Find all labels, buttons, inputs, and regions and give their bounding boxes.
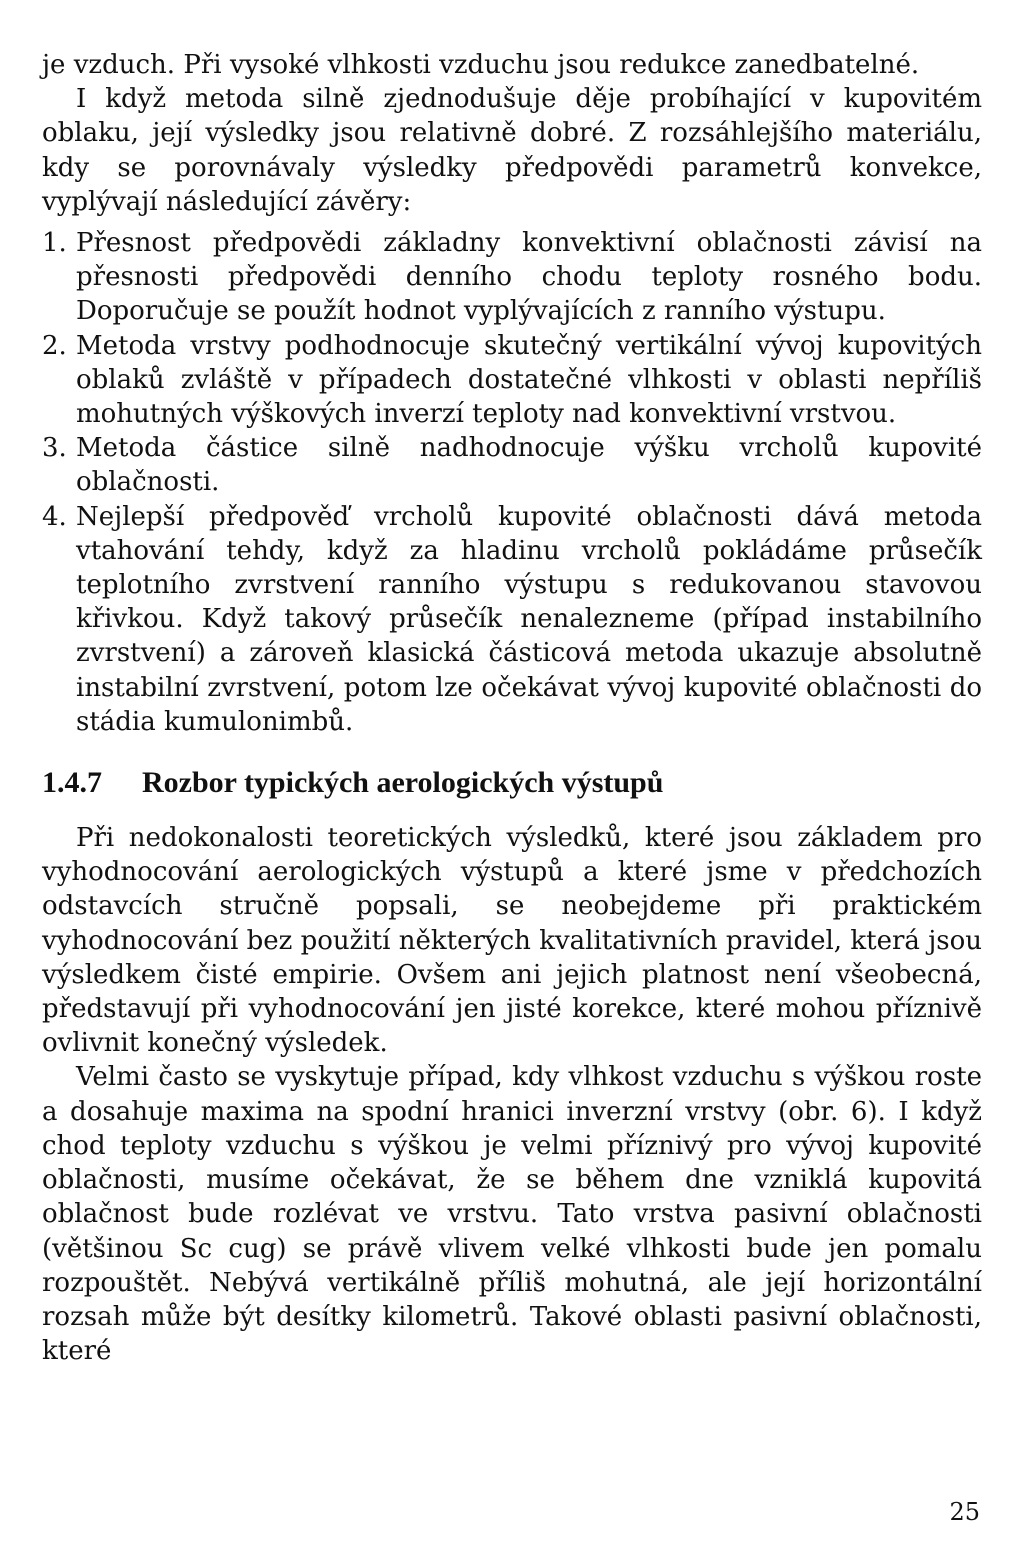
list-item-number: 4. — [42, 501, 67, 532]
list-item — [42, 226, 982, 329]
list-item-number: 1. — [42, 228, 67, 259]
page-body — [42, 48, 982, 1368]
list-item-text: Metoda částice silně nadhodnocuje výšku vrcholů kupovité oblačnosti. — [76, 433, 982, 498]
list-item-text: Přesnost předpovědi základny konvektivní oblačnosti závisí na přesnosti předpovědi denního chodu teploty rosného bodu. Doporučuje se použít hodnot vyplývajících z ranního výstupu. — [76, 228, 982, 327]
paragraph-continuation: je vzduch. Při vysoké vlhkosti vzduchu jsou redukce zanedbatelné. — [42, 50, 920, 80]
section-heading — [42, 765, 982, 801]
list-item-number: 2. — [42, 330, 67, 361]
section-title: Rozbor typických aerologických výstupů — [142, 766, 664, 800]
conclusions-list — [42, 226, 982, 739]
list-item — [42, 500, 982, 739]
list-item — [42, 329, 982, 432]
list-item-text: Nejlepší předpověď vrcholů kupovité oblačnosti dává metoda vtahování tehdy, když za hladinu vrcholů pokládáme průsečík teplotního zvrstvení ranního výstupu s redukovanou stavovou křivkou. Když takový průsečík nenalezneme (případ instabilního zvrstvení) a zároveň klasická částicová metoda ukazuje absolutně instabilní zvrstvení, potom lze očekávat vývoj kupovité oblačnosti do stádia kumulonimbů. — [76, 501, 982, 737]
list-item — [42, 431, 982, 499]
list-item-number: 3. — [42, 433, 67, 464]
paragraph: Při nedokonalosti teoretických výsledků, které jsou základem pro vyhodnocování aerologických výstupů a které jsme v předchozích odstavcích stručně popsali, se neobejdeme při praktickém vyhodnocování bez použití některých kvalitativních pravidel, která jsou výsledkem čisté empirie. Ovšem ani jejich platnost není všeobecná, představují při vyhodnocování jen jisté korekce, které mohou příznivě ovlivnit konečný výsledek. — [42, 823, 982, 1059]
paragraph-intro: I když metoda silně zjednodušuje děje probíhající v kupovitém oblaku, její výsledky jsou relativně dobré. Z rozsáhlejšího materiálu, kdy se porovnávaly výsledky předpovědi parametrů konvekce, vyplývají následující závěry: — [42, 84, 982, 217]
paragraph: Velmi často se vyskytuje případ, kdy vlhkost vzduchu s výškou roste a dosahuje maxima na spodní hranici inverzní vrstvy (obr. 6). I když chod teploty vzduchu s výškou je velmi příznivý pro vývoj kupovité oblačnosti, musíme očekávat, že se během dne vzniklá kupovitá oblačnost bude rozlévat ve vrstvu. Tato vrstva pasivní oblačnosti (většinou Sc cug) se právě vlivem velké vlhkosti bude jen pomalu rozpouštět. Nebývá vertikálně příliš mohutná, ale její horizontální rozsah může být desítky kilometrů. Takové oblasti pasivní oblačnosti, které — [42, 1062, 982, 1367]
list-item-text: Metoda vrstvy podhodnocuje skutečný vertikální vývoj kupovitých oblaků zvláště v případech dostatečné vlhkosti v oblasti nepříliš mohutných výškových inverzí teploty nad konvektivní vrstvou. — [76, 330, 982, 430]
section-number: 1.4.7 — [42, 766, 102, 800]
page-number: 25 — [949, 1498, 980, 1526]
